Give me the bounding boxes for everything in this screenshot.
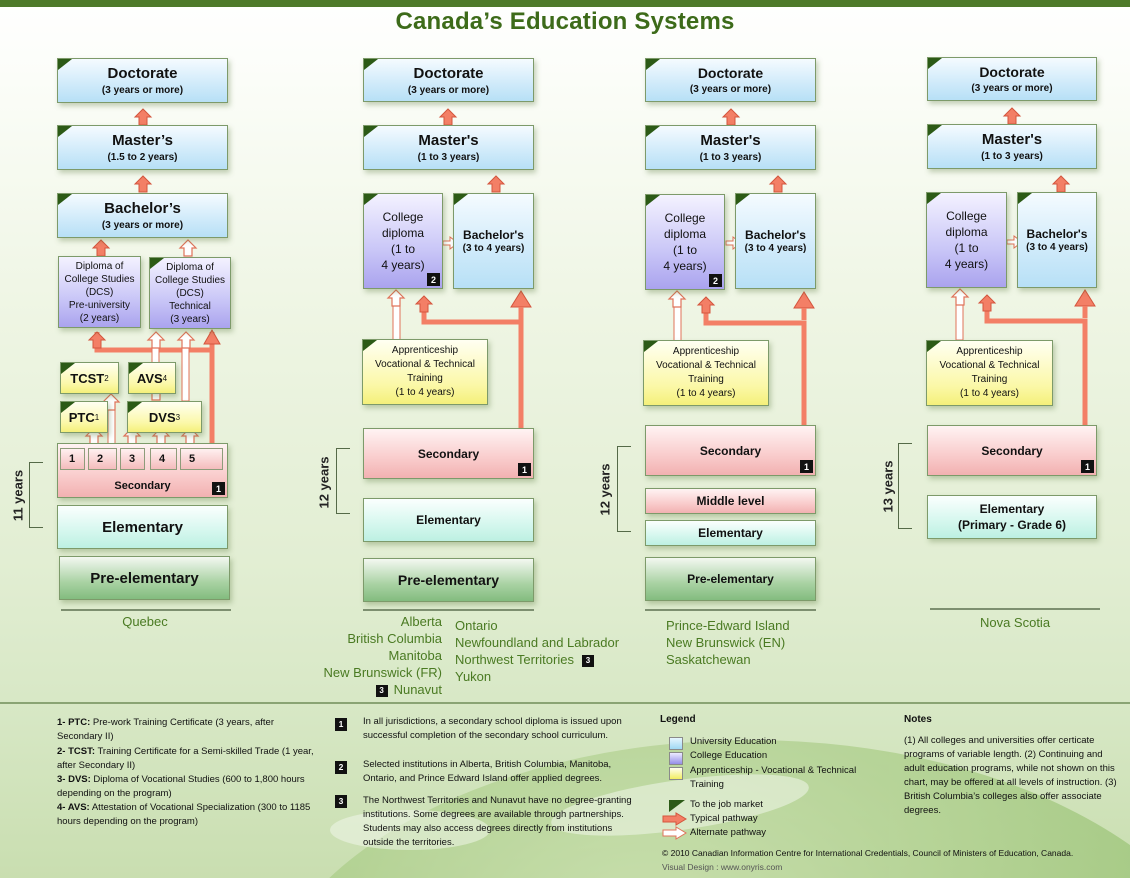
quebec-masters-box: Master’s (1.5 to 2 years) xyxy=(57,125,228,170)
apprenticeship-box: Apprenticeship Vocational & Technical Training (1 to 4 years) xyxy=(362,339,488,405)
footnote-badge-2: 2 xyxy=(427,273,440,286)
baseline xyxy=(61,609,231,611)
years-label: 12 years xyxy=(597,463,613,516)
years-label: 13 years xyxy=(880,460,896,513)
job-market-flag-icon xyxy=(454,194,468,205)
territory-nunavut: Nunavut xyxy=(393,682,442,697)
secondary-box: Secondary 1 xyxy=(927,425,1097,476)
quebec-pre-elementary-box: Pre-elementary xyxy=(59,556,230,600)
province-newfoundland: Newfoundland and Labrador xyxy=(455,635,620,650)
job-market-flag-icon xyxy=(736,194,750,205)
swatch-university-icon xyxy=(669,737,683,750)
quebec-secondary-box: Secondary 1 xyxy=(57,443,228,498)
secondary-box: Secondary 1 xyxy=(645,425,816,476)
footnote-badge-1: 1 xyxy=(518,463,531,476)
job-market-flag-icon xyxy=(61,363,75,374)
years-bracket xyxy=(617,446,631,532)
swatch-college-icon xyxy=(669,752,683,765)
province-nova-scotia: Nova Scotia xyxy=(979,615,1051,630)
job-market-flag-icon xyxy=(58,194,72,205)
province-manitoba: Manitoba xyxy=(388,648,442,663)
job-market-flag-icon xyxy=(363,340,377,351)
pre-elementary-box: Pre-elementary xyxy=(645,557,816,601)
territory-yukon: Yukon xyxy=(455,669,492,684)
doctorate-box: Doctorate (3 years or more) xyxy=(927,57,1097,101)
footnote-badge-3: 3 xyxy=(582,655,594,667)
quebec-avs-box: AVS 4 xyxy=(128,362,176,394)
bachelors-box: Bachelor's (3 to 4 years) xyxy=(453,193,534,289)
quebec-bachelors-box: Bachelor’s (3 years or more) xyxy=(57,193,228,238)
province-list xyxy=(930,614,1100,631)
job-market-flag-icon xyxy=(129,363,143,374)
baseline xyxy=(645,609,816,611)
province-quebec: Quebec xyxy=(122,614,168,629)
quebec-tcst-box: TCST 2 xyxy=(60,362,119,394)
footnote-badge-1: 1 xyxy=(212,482,225,495)
legend-university: University Education xyxy=(690,736,777,747)
masters-box: Master's (1 to 3 years) xyxy=(363,125,534,170)
middle-level-box: Middle level xyxy=(645,488,816,514)
design-credit: Visual Design : www.onyris.com xyxy=(662,862,783,872)
legend-college: College Education xyxy=(690,750,768,761)
province-pei: Prince-Edward Island xyxy=(666,618,790,633)
page-title: Canada’s Education Systems xyxy=(395,8,735,35)
years-bracket xyxy=(336,448,350,514)
province-new-brunswick-fr: New Brunswick (FR) xyxy=(323,665,442,680)
job-market-flag-icon xyxy=(150,258,164,269)
quebec-doctorate-box: Doctorate (3 years or more) xyxy=(57,58,228,103)
footnote-1-text: In all jurisdictions, a secondary school diploma is issued upon successful completion of the secondary school curriculum. xyxy=(363,716,622,741)
footnote-badge-1: 1 xyxy=(1081,460,1094,473)
legend-job-market: To the job market xyxy=(690,799,763,810)
abbr-tcst: 2- TCST: Training Certificate for a Semi-skilled Trade (1 year, after Secondary II) xyxy=(57,746,314,771)
job-market-flag-icon xyxy=(1018,193,1032,204)
footnote-badge-3: 3 xyxy=(376,685,388,697)
job-market-flag-icon xyxy=(669,800,685,812)
legend-typical-pathway: Typical pathway xyxy=(690,813,758,824)
grade-2: 2 xyxy=(88,448,117,470)
abbr-ptc: 1- PTC: Pre-work Training Certificate (3 years, after Secondary II) xyxy=(57,717,274,742)
job-market-flag-icon xyxy=(644,341,658,352)
footnote-badge-1: 1 xyxy=(800,460,813,473)
footnote-2-text: Selected institutions in Alberta, British Columbia, Manitoba, Ontario, and Prince Edward Island offer applied degrees. xyxy=(363,759,612,784)
years-bracket xyxy=(898,443,912,529)
years-label: 12 years xyxy=(316,456,332,509)
job-market-flag-icon xyxy=(58,59,72,70)
grade-1: 1 xyxy=(60,448,85,470)
apprenticeship-box: Apprenticeship Vocational & Technical Training (1 to 4 years) xyxy=(926,340,1053,406)
quebec-ptc-box: PTC 1 xyxy=(60,401,108,433)
elementary-box: Elementary (Primary - Grade 6) xyxy=(927,495,1097,539)
job-market-flag-icon xyxy=(927,341,941,352)
job-market-flag-icon xyxy=(646,195,660,206)
job-market-flag-icon xyxy=(58,126,72,137)
grade-4: 4 xyxy=(150,448,177,470)
typical-arrow-icon xyxy=(662,812,688,826)
quebec-dcs-technical-box: Diploma of College Studies (DCS) Technical (3 years) xyxy=(149,257,231,329)
quebec-elementary-box: Elementary xyxy=(57,505,228,549)
province-british-columbia: British Columbia xyxy=(347,631,442,646)
quebec-dvs-box: DVS 3 xyxy=(127,401,202,433)
secondary-box: Secondary 1 xyxy=(363,428,534,479)
notes-title: Notes xyxy=(904,714,932,725)
province-list-right xyxy=(455,617,635,685)
legend-title: Legend xyxy=(660,714,696,725)
grade-5: 5 xyxy=(180,448,223,470)
footnote-badge-1: 1 xyxy=(335,718,347,731)
job-market-flag-icon xyxy=(61,402,75,413)
apprenticeship-box: Apprenticeship Vocational & Technical Training (1 to 4 years) xyxy=(643,340,769,406)
footnote-badge-3: 3 xyxy=(335,795,347,808)
grade-3: 3 xyxy=(120,448,145,470)
footer-divider xyxy=(0,702,1130,704)
province-new-brunswick-en: New Brunswick (EN) xyxy=(666,635,786,650)
job-market-flag-icon xyxy=(646,126,660,137)
job-market-flag-icon xyxy=(364,126,378,137)
job-market-flag-icon xyxy=(364,59,378,70)
swatch-apprenticeship-icon xyxy=(669,767,683,780)
territory-nwt-row xyxy=(455,651,635,668)
masters-box: Master's (1 to 3 years) xyxy=(927,124,1097,169)
province-list xyxy=(60,613,230,630)
legend-alternate-pathway: Alternate pathway xyxy=(690,827,767,838)
doctorate-box: Doctorate (3 years or more) xyxy=(363,58,534,102)
abbr-avs: 4- AVS: Attestation of Vocational Specialization (300 to 1185 hours depending on the program) xyxy=(57,802,311,827)
job-market-flag-icon xyxy=(928,58,942,69)
territory-nunavut-row xyxy=(310,681,442,698)
doctorate-box: Doctorate (3 years or more) xyxy=(645,58,816,102)
pre-elementary-box: Pre-elementary xyxy=(363,558,534,602)
job-market-flag-icon xyxy=(128,402,142,413)
years-bracket xyxy=(29,462,43,528)
masters-box: Master's (1 to 3 years) xyxy=(645,125,816,170)
footnote-3-text: The Northwest Territories and Nunavut have no degree-granting institutions. Some degrees are available through partnerships. Students may also access degrees directly from institutions outside the territories. xyxy=(363,795,632,848)
baseline xyxy=(363,609,534,611)
bachelors-box: Bachelor's (3 to 4 years) xyxy=(735,193,816,289)
elementary-box: Elementary xyxy=(363,498,534,542)
college-diploma-box: College diploma (1 to 4 years) 2 xyxy=(645,194,725,290)
abbr-dvs: 3- DVS: Diploma of Vocational Studies (600 to 1,800 hours depending on the program) xyxy=(57,774,305,799)
copyright: © 2010 Canadian Information Centre for International Credentials, Council of Ministers of Education, Canada. xyxy=(662,848,1074,858)
years-label: 11 years xyxy=(10,469,26,522)
job-market-flag-icon xyxy=(646,59,660,70)
quebec-dcs-preuniversity-box: Diploma of College Studies (DCS) Pre-university (2 years) xyxy=(58,256,141,328)
notes-text: (1) All colleges and universities offer certicate programs of variable length. (2) Continuing and adult education programs, while not shown on this chart, may be offered at all levels of instruction. (3) British Columbia’s colleges also offer associate degrees. xyxy=(904,735,1117,816)
province-ontario: Ontario xyxy=(455,618,498,633)
footnote-badge-2: 2 xyxy=(709,274,722,287)
job-market-flag-icon xyxy=(364,194,378,205)
elementary-box: Elementary xyxy=(645,520,816,546)
college-diploma-box: College diploma (1 to 4 years) xyxy=(926,192,1007,288)
province-saskatchewan: Saskatchewan xyxy=(666,652,751,667)
legend-apprenticeship: Apprenticeship - Vocational & Technical Training xyxy=(690,765,857,790)
province-list xyxy=(666,617,826,668)
province-list-left xyxy=(310,613,442,698)
province-alberta: Alberta xyxy=(400,614,442,629)
job-market-flag-icon xyxy=(927,193,941,204)
territory-nwt: Northwest Territories xyxy=(455,652,574,667)
job-market-flag-icon xyxy=(928,125,942,136)
college-diploma-box: College diploma (1 to 4 years) 2 xyxy=(363,193,443,289)
footnote-badge-2: 2 xyxy=(335,761,347,774)
baseline xyxy=(930,608,1100,610)
bachelors-box: Bachelor's (3 to 4 years) xyxy=(1017,192,1097,288)
alternate-arrow-icon xyxy=(662,826,688,840)
